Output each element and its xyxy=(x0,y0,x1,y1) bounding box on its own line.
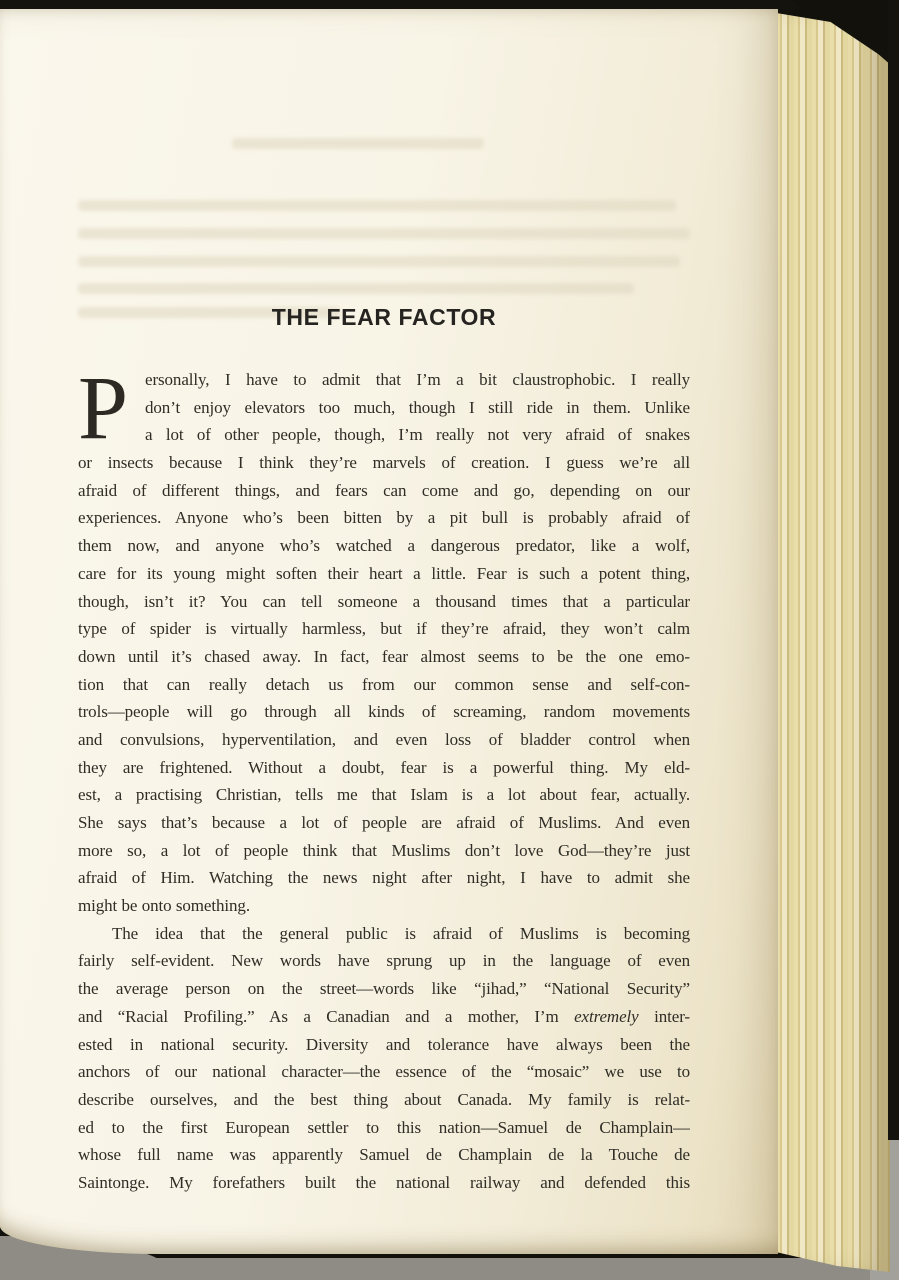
text-segment: inter- xyxy=(638,1006,690,1026)
text-line: tion that can really detach us from our common sense and self-con- xyxy=(78,674,690,694)
text-line: though, isn’t it? You can tell someone a thousand times that a particular xyxy=(78,591,690,611)
paragraph-1 xyxy=(78,359,690,920)
chapter-title: THE FEAR FACTOR xyxy=(271,304,497,330)
text-line: experiences. Anyone who’s been bitten by a pit bull is probably afraid of xyxy=(78,508,690,528)
drop-cap: P xyxy=(78,359,128,458)
text-line: She says that’s because a lot of people are afraid of Muslims. And even xyxy=(78,813,690,832)
page-content xyxy=(78,304,690,1197)
text-line: whose full name was apparently Samuel de Champlain de la Touche de xyxy=(78,1145,690,1165)
text-line: a lot of other people, though, I’m really not very afraid of snakes xyxy=(145,425,690,445)
text-line-with-italic xyxy=(78,1003,690,1031)
text-line: trols—people will go through all kinds of screaming, random movements xyxy=(78,702,690,722)
text-line: more so, a lot of people think that Muslims don’t love God—they’re just xyxy=(78,840,690,860)
showthrough-header xyxy=(232,138,484,149)
text-line: they are frightened. Without a doubt, fear is a powerful thing. My eld- xyxy=(78,757,690,777)
book-page xyxy=(0,8,778,1254)
text-line: ersonally, I have to admit that I’m a bit claustrophobic. I really xyxy=(145,370,690,389)
photo-top-edge xyxy=(0,0,899,9)
text-line: ested in national security. Diversity and tolerance have always been the xyxy=(78,1034,690,1054)
text-line: est, a practising Christian, tells me that Islam is a lot about fear, actually. xyxy=(78,785,690,805)
text-line: or insects because I think they’re marvels of creation. I guess we’re all xyxy=(78,453,690,473)
showthrough-line xyxy=(78,200,676,211)
text-line: might be onto something. xyxy=(78,896,250,916)
text-line: afraid of Him. Watching the news night after night, I have to admit she xyxy=(78,868,690,888)
text-segment: and “Racial Profiling.” As a Canadian and a mother, I’m xyxy=(78,1006,575,1026)
showthrough-line xyxy=(78,256,680,267)
text-line: type of spider is virtually harmless, but if they’re afraid, they won’t calm xyxy=(78,619,690,639)
italic-word: extremely xyxy=(574,1006,639,1026)
text-line: Saintonge. My forefathers built the national railway and defended this xyxy=(78,1172,690,1192)
text-line: down until it’s chased away. In fact, fear almost seems to be the one emo- xyxy=(78,646,690,666)
text-line: The idea that the general public is afraid of Muslims is becoming xyxy=(112,923,690,943)
showthrough-line xyxy=(78,283,634,294)
photo-right-edge xyxy=(888,0,899,1140)
text-line: fairly self-evident. New words have sprung up in the language of even xyxy=(78,951,690,971)
text-line: care for its young might soften their heart a little. Fear is such a potent thing, xyxy=(78,563,690,583)
text-line: describe ourselves, and the best thing about Canada. My family is relat- xyxy=(78,1089,690,1109)
text-line: ed to the first European settler to this nation—Samuel de Champlain— xyxy=(78,1117,690,1137)
text-line: anchors of our national character—the essence of the “mosaic” we use to xyxy=(78,1062,690,1082)
text-line: don’t enjoy elevators too much, though I still ride in them. Unlike xyxy=(145,397,690,417)
showthrough-line xyxy=(78,228,690,239)
text-line: and convulsions, hyperventilation, and even loss of bladder control when xyxy=(78,729,690,749)
text-line: afraid of different things, and fears can come and go, depending on our xyxy=(78,480,690,500)
text-line: the average person on the street—words like “jihad,” “National Security” xyxy=(78,979,690,999)
text-line: them now, and anyone who’s watched a dangerous predator, like a wolf, xyxy=(78,536,690,556)
paragraph-2 xyxy=(78,920,690,1197)
